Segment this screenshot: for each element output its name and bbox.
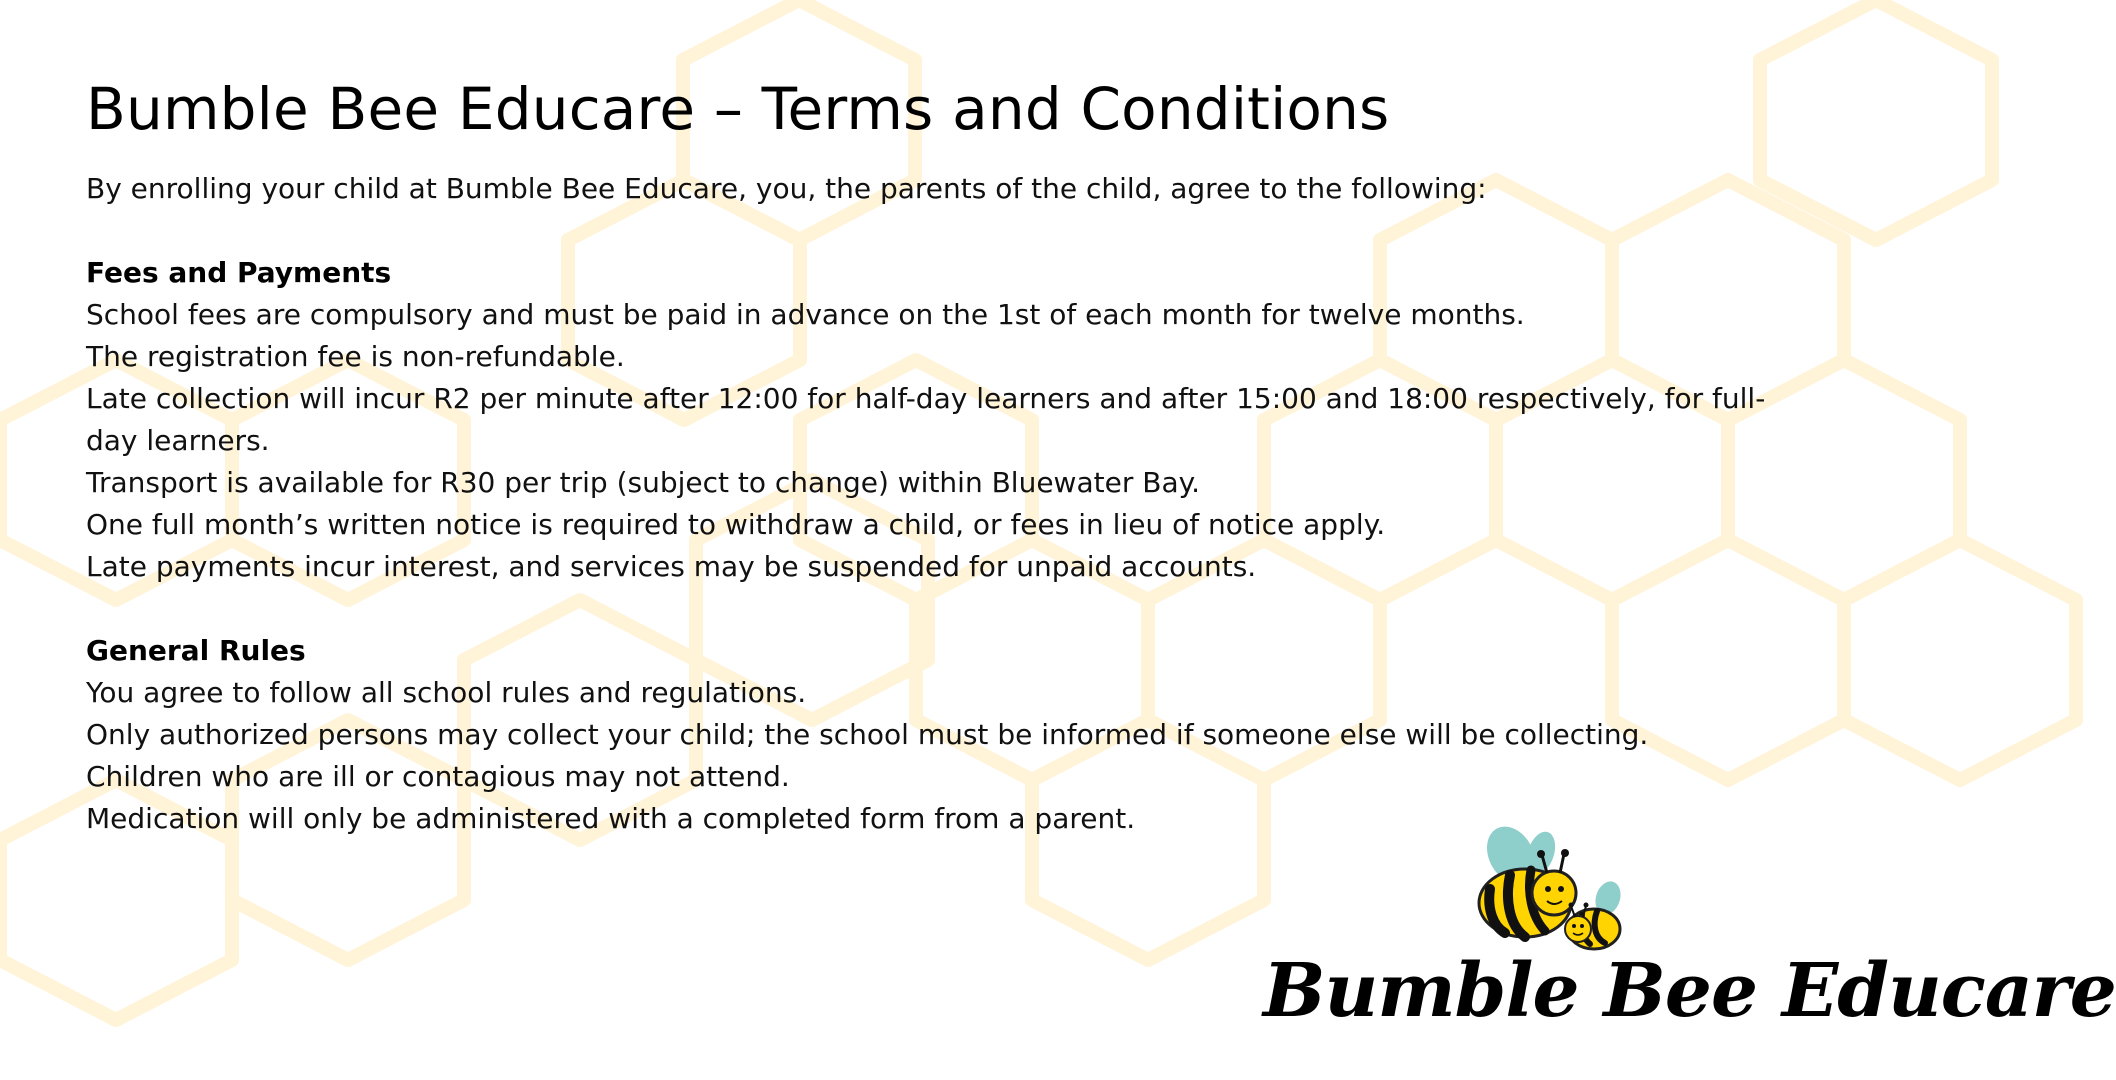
logo-text: Bumble Bee Educare — [1263, 948, 2116, 1034]
general-rules-section — [86, 630, 1786, 840]
fees-payments-section — [86, 252, 1786, 588]
fees-line-school-fees: School fees are compulsory and must be paid in advance on the 1st of each month for twelve months. — [86, 298, 1525, 331]
terms-document — [86, 62, 1786, 840]
bumble-bee-educare-logo — [1255, 825, 2116, 1060]
rules-line-illness: Children who are ill or contagious may not attend. — [86, 760, 790, 793]
rules-line-follow: You agree to follow all school rules and regulations. — [86, 676, 807, 709]
page-title: Bumble Bee Educare – Terms and Conditions — [86, 75, 1390, 143]
intro-text: By enrolling your child at Bumble Bee Educare, you, the parents of the child, agree to the following: — [86, 172, 1487, 205]
fees-payments-heading: Fees and Payments — [86, 256, 392, 289]
fees-line-notice: One full month’s written notice is required to withdraw a child, or fees in lieu of notice apply. — [86, 508, 1386, 541]
general-rules-heading: General Rules — [86, 634, 306, 667]
fees-line-registration: The registration fee is non-refundable. — [86, 340, 625, 373]
fees-line-late-collection: Late collection will incur R2 per minute after 12:00 for half-day learners and after 15:00 and 18:00 respectively, for full-day learners. — [86, 382, 1766, 457]
fees-line-transport: Transport is available for R30 per trip (subject to change) within Bluewater Bay. — [86, 466, 1201, 499]
bee-icon — [1477, 818, 1624, 949]
rules-line-collection: Only authorized persons may collect your child; the school must be informed if someone else will be collecting. — [86, 718, 1649, 751]
rules-line-medication: Medication will only be administered with a completed form from a parent. — [86, 802, 1136, 835]
fees-line-late-payments: Late payments incur interest, and services may be suspended for unpaid accounts. — [86, 550, 1257, 583]
